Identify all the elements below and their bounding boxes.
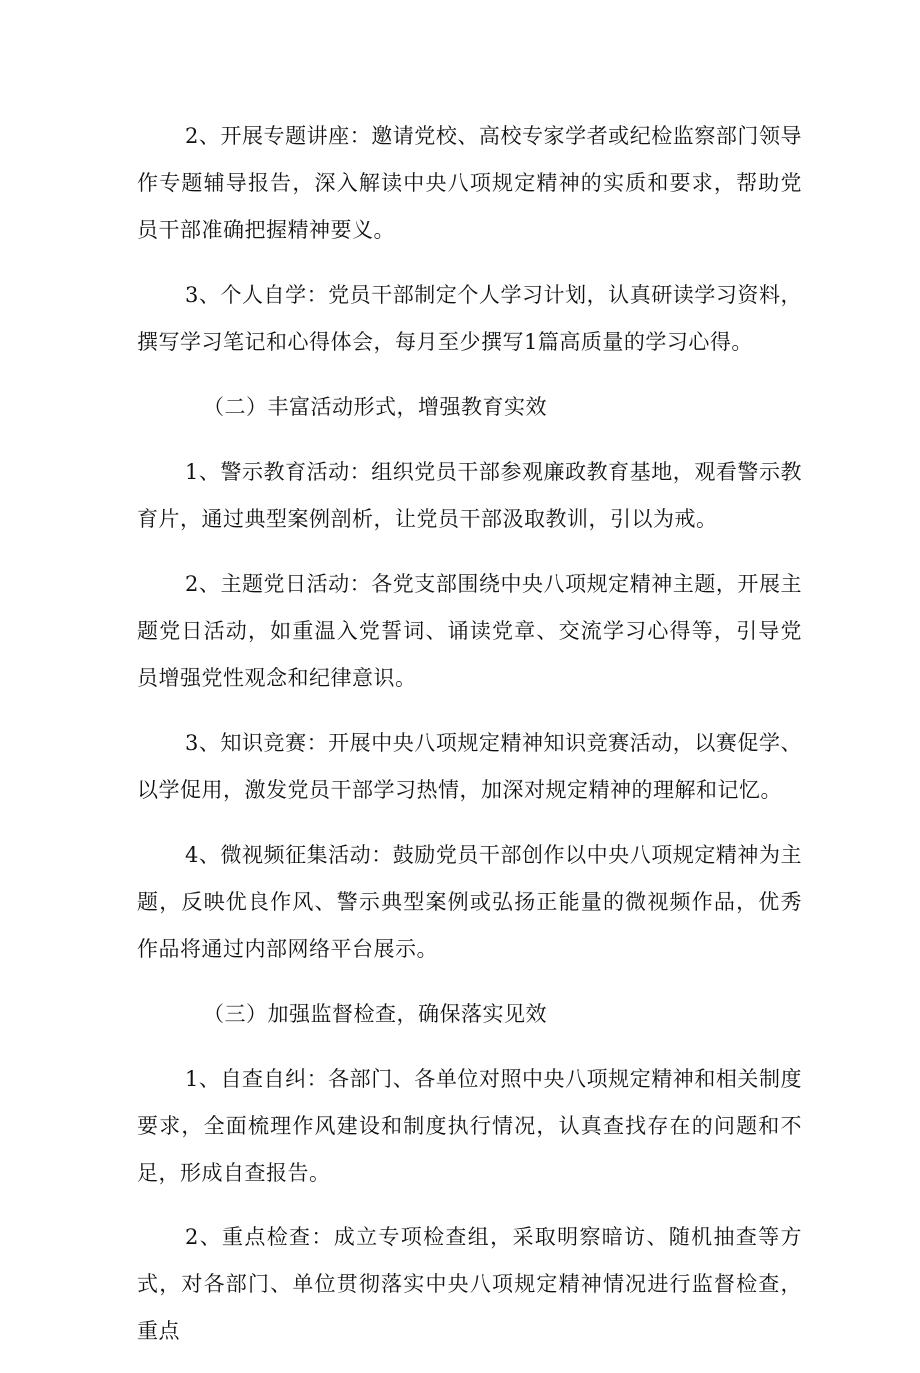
section-heading-supervision: （三）加强监督检查，确保落实见效 (203, 1002, 547, 1026)
paragraph-lecture: 2、开展专题讲座：邀请党校、高校专家学者或纪检监察部门领导作专题辅导报告，深入解读中央八项规定精神的实质和要求，帮助党员干部准确把握精神要义。 (137, 124, 802, 242)
paragraph-self-inspection: 1、自查自纠：各部门、各单位对照中央八项规定精神和相关制度要求，全面梳理作风建设和制度执行情况，认真查找存在的问题和不足，形成自查报告。 (137, 1067, 802, 1185)
paragraph-micro-video: 4、微视频征集活动：鼓励党员干部创作以中央八项规定精神为主题，反映优良作风、警示典型案例或弘扬正能量的微视频作品，优秀作品将通过内部网络平台展示。 (137, 843, 802, 961)
paragraph-self-study: 3、个人自学：党员干部制定个人学习计划，认真研读学习资料，撰写学习笔记和心得体会，每月至少撰写1篇高质量的学习心得。 (137, 283, 802, 354)
document-body (137, 113, 802, 1373)
paragraph-key-inspection: 2、重点检查：成立专项检查组，采取明察暗访、随机抽查等方式，对各部门、单位贯彻落实中央八项规定精神情况进行监督检查，重点 (137, 1225, 802, 1343)
paragraph-knowledge-contest: 3、知识竞赛：开展中央八项规定精神知识竞赛活动，以赛促学、以学促用，激发党员干部学习热情，加深对规定精神的理解和记忆。 (137, 731, 802, 802)
paragraph-warning-education: 1、警示教育活动：组织党员干部参观廉政教育基地，观看警示教育片，通过典型案例剖析，让党员干部汲取教训，引以为戒。 (137, 460, 802, 531)
paragraph-party-day: 2、主题党日活动：各党支部围绕中央八项规定精神主题，开展主题党日活动，如重温入党誓词、诵读党章、交流学习心得等，引导党员增强党性观念和纪律意识。 (137, 572, 802, 690)
section-heading-activities: （二）丰富活动形式，增强教育实效 (203, 395, 547, 419)
